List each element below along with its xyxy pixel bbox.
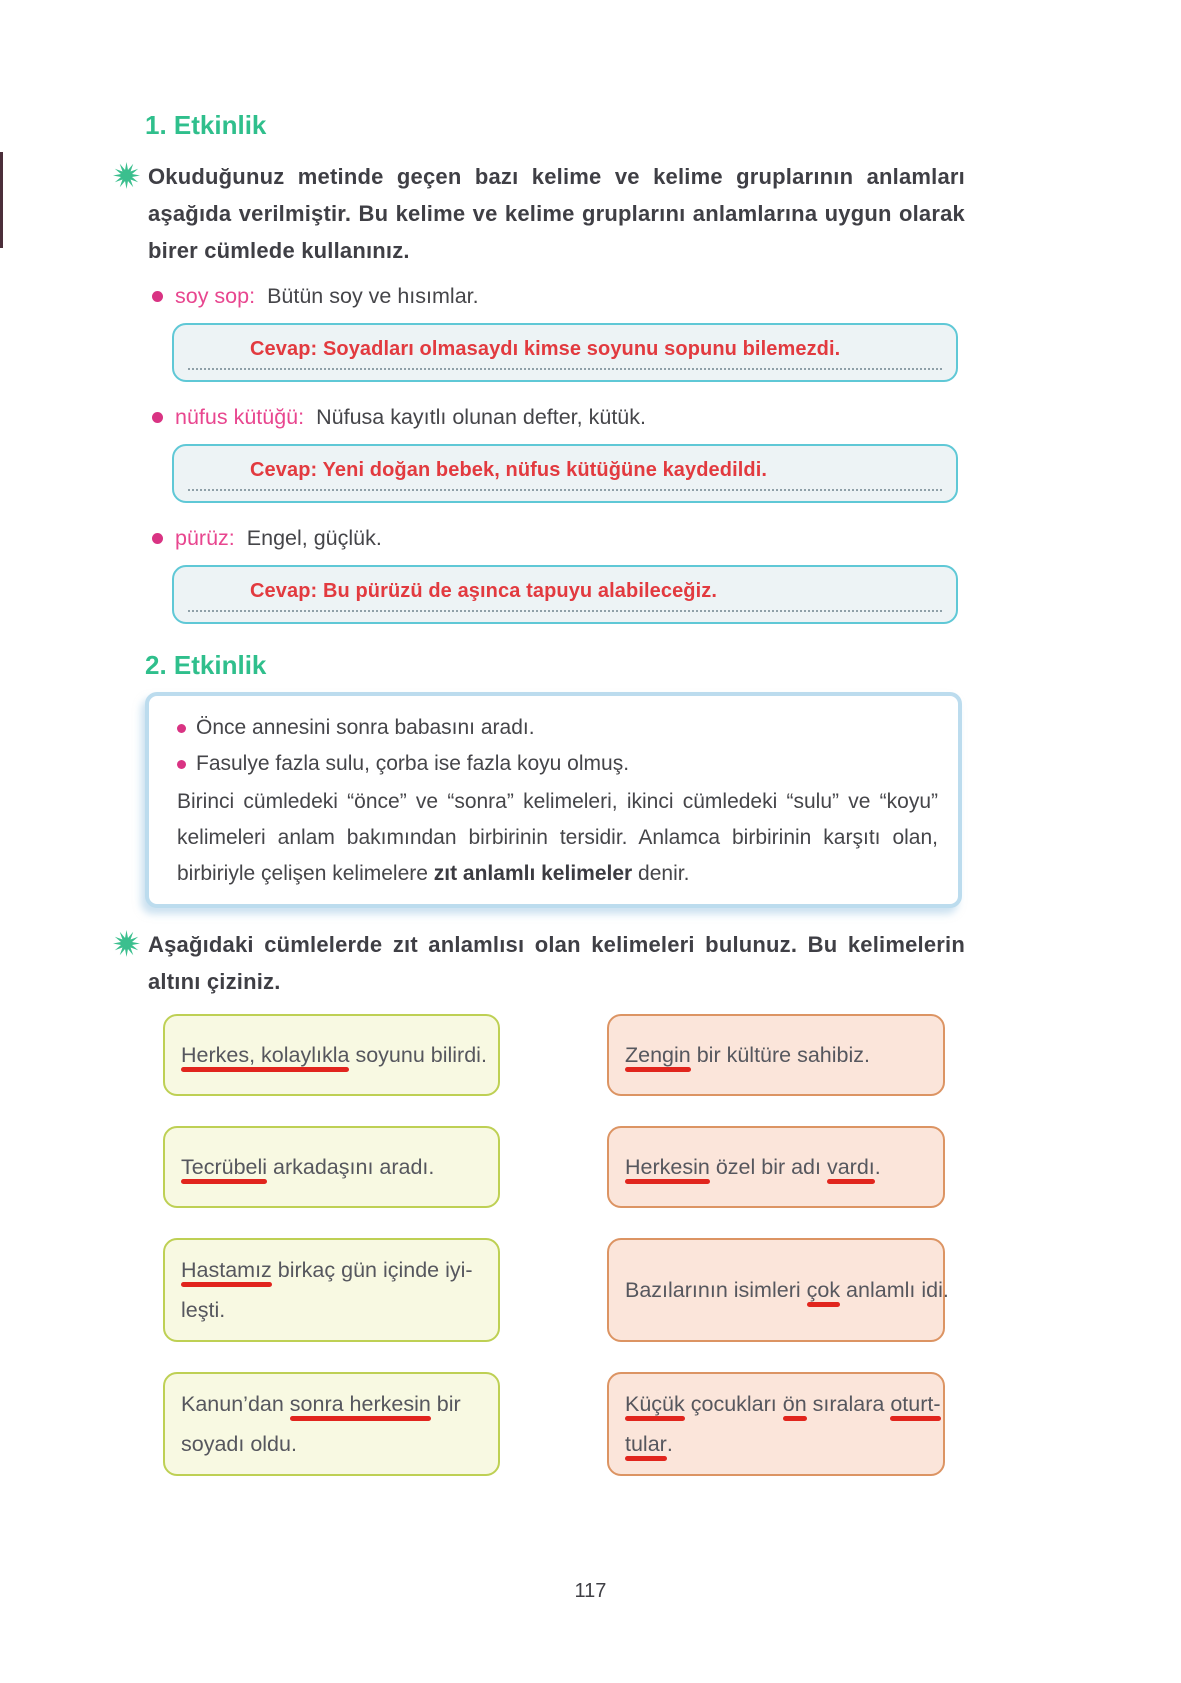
sentence-line	[181, 1424, 482, 1464]
sentence-line	[625, 1424, 927, 1464]
vocab-term: soy sop:	[175, 283, 256, 308]
sentence-box-right-1	[607, 1014, 945, 1096]
sentence-text: bir	[430, 1392, 461, 1416]
underlined-word: tular	[625, 1432, 667, 1456]
bullet-dot-icon	[177, 724, 186, 733]
sentence-line	[625, 1270, 949, 1310]
sentence-grid	[163, 1014, 1181, 1476]
underlined-word: vardı	[826, 1155, 875, 1179]
page-edge-mark	[0, 152, 3, 248]
vocab-item	[145, 400, 1181, 503]
answer-box	[172, 323, 958, 382]
bullet-dot-icon	[152, 412, 163, 423]
vocab-term: nüfus kütüğü:	[175, 404, 305, 429]
vocab-line	[145, 279, 1181, 313]
sentence-box-left-1	[163, 1014, 500, 1096]
underlined-word: sonra herkesin	[289, 1392, 431, 1416]
underlined-word: Tecrübeli	[181, 1155, 268, 1179]
starburst-icon	[113, 162, 140, 269]
underlined-word: Küçük	[625, 1392, 685, 1416]
info-bullet-text: Fasulye fazla sulu, çorba ise fazla koyu olmuş.	[196, 752, 630, 775]
answer-write-line	[188, 567, 942, 612]
info-box	[145, 692, 962, 908]
bullet-dot-icon	[177, 760, 186, 769]
underlined-word: Hastamız	[181, 1258, 272, 1282]
sentence-box-right-2	[607, 1126, 945, 1208]
answer-text: Cevap: Bu pürüzü de aşınca tapuyu alabileceğiz.	[250, 580, 718, 602]
underlined-word: ön	[782, 1392, 807, 1416]
sentence-text: soyadı oldu.	[181, 1432, 297, 1456]
page-number: 117	[574, 1580, 607, 1602]
underlined-word: Herkesin	[625, 1155, 710, 1179]
sentence-line	[625, 1384, 941, 1424]
vocab-section	[0, 279, 1181, 624]
vocab-term: pürüz:	[175, 525, 235, 550]
sentence-line	[181, 1035, 487, 1075]
underlined-word: oturt-	[890, 1392, 941, 1416]
sentence-line	[625, 1147, 927, 1187]
sentence-text: birkaç gün içinde iyi-	[271, 1258, 473, 1282]
info-paragraph	[177, 784, 938, 892]
activity1-instruction	[113, 158, 965, 269]
sentence-line	[181, 1290, 482, 1330]
info-paragraph-text: Birinci cümledeki “önce” ve “sonra” kelimeleri, ikinci cümledeki “sulu” ve “koyu” kelimeleri anlam bakımından birbirinin tersidir. Anlamca birbirinin karşıtı olan, birbiriyle çelişen kelimelere	[177, 790, 938, 885]
sentence-box-left-2	[163, 1126, 500, 1208]
sentence-box-right-4	[607, 1372, 945, 1476]
activity1-instruction-text: Okuduğunuz metinde geçen bazı kelime ve kelime gruplarının anlamları aşağıda verilmiştir. Bu kelime ve kelime gruplarını anlamlarına uygun olarak birer cümlede kullanınız.	[148, 164, 965, 263]
sentence-text: .	[874, 1155, 881, 1179]
sentence-box-left-4	[163, 1372, 500, 1476]
sentence-text: Bazılarının isimleri	[625, 1278, 807, 1302]
sentence-text: .	[666, 1432, 673, 1456]
sentence-text: çocukları	[684, 1392, 783, 1416]
activity2-instruction-text: Aşağıdaki cümlelerde zıt anlamlısı olan kelimeleri bulunuz. Bu kelimelerin altını çiziniz.	[148, 932, 965, 994]
sentence-text: sıralara	[806, 1392, 891, 1416]
sentence-text: leşti.	[181, 1298, 226, 1322]
sentence-line	[181, 1250, 482, 1290]
vocab-item	[145, 279, 1181, 382]
answer-box	[172, 565, 958, 624]
sentence-line	[181, 1147, 482, 1187]
vocab-item	[145, 521, 1181, 624]
sentence-box-right-3	[607, 1238, 949, 1342]
sentence-line	[625, 1035, 927, 1075]
vocab-definition: Engel, güçlük.	[246, 525, 382, 550]
sentence-text: anlamlı idi.	[840, 1278, 949, 1302]
sentence-box-left-3	[163, 1238, 500, 1342]
activity2-instruction	[113, 926, 965, 1000]
info-bullet-line	[177, 746, 938, 782]
sentence-text: soyunu bilirdi.	[349, 1043, 487, 1067]
starburst-icon	[113, 930, 140, 1000]
underlined-word: Herkes, kolaylıkla	[181, 1043, 350, 1067]
sentence-text: bir kültüre sahibiz.	[690, 1043, 870, 1067]
activity2-heading: 2. Etkinlik	[145, 650, 267, 680]
activity1-heading: 1. Etkinlik	[145, 110, 267, 140]
underlined-word: çok	[806, 1278, 841, 1302]
vocab-line	[145, 400, 1181, 434]
answer-box	[172, 444, 958, 503]
answer-write-line	[188, 446, 942, 491]
sentence-text: arkadaşını aradı.	[267, 1155, 435, 1179]
answer-text: Cevap: Soyadları olmasaydı kimse soyunu sopunu bilemezdi.	[250, 338, 841, 360]
bullet-dot-icon	[152, 533, 163, 544]
sentence-text: özel bir adı	[709, 1155, 827, 1179]
info-bullet-line	[177, 710, 938, 746]
sentence-text: Kanun’dan	[181, 1392, 290, 1416]
info-paragraph-text: denir.	[632, 862, 690, 885]
info-bullet-text: Önce annesini sonra babasını aradı.	[196, 716, 535, 739]
underlined-word: Zengin	[625, 1043, 691, 1067]
bullet-dot-icon	[152, 291, 163, 302]
sentence-line	[181, 1384, 482, 1424]
vocab-definition: Nüfusa kayıtlı olunan defter, kütük.	[316, 404, 646, 429]
info-paragraph-bold-term: zıt anlamlı kelimeler	[433, 862, 633, 885]
answer-write-line	[188, 325, 942, 370]
vocab-line	[145, 521, 1181, 555]
answer-text: Cevap: Yeni doğan bebek, nüfus kütüğüne kaydedildi.	[250, 459, 768, 481]
vocab-definition: Bütün soy ve hısımlar.	[267, 283, 479, 308]
